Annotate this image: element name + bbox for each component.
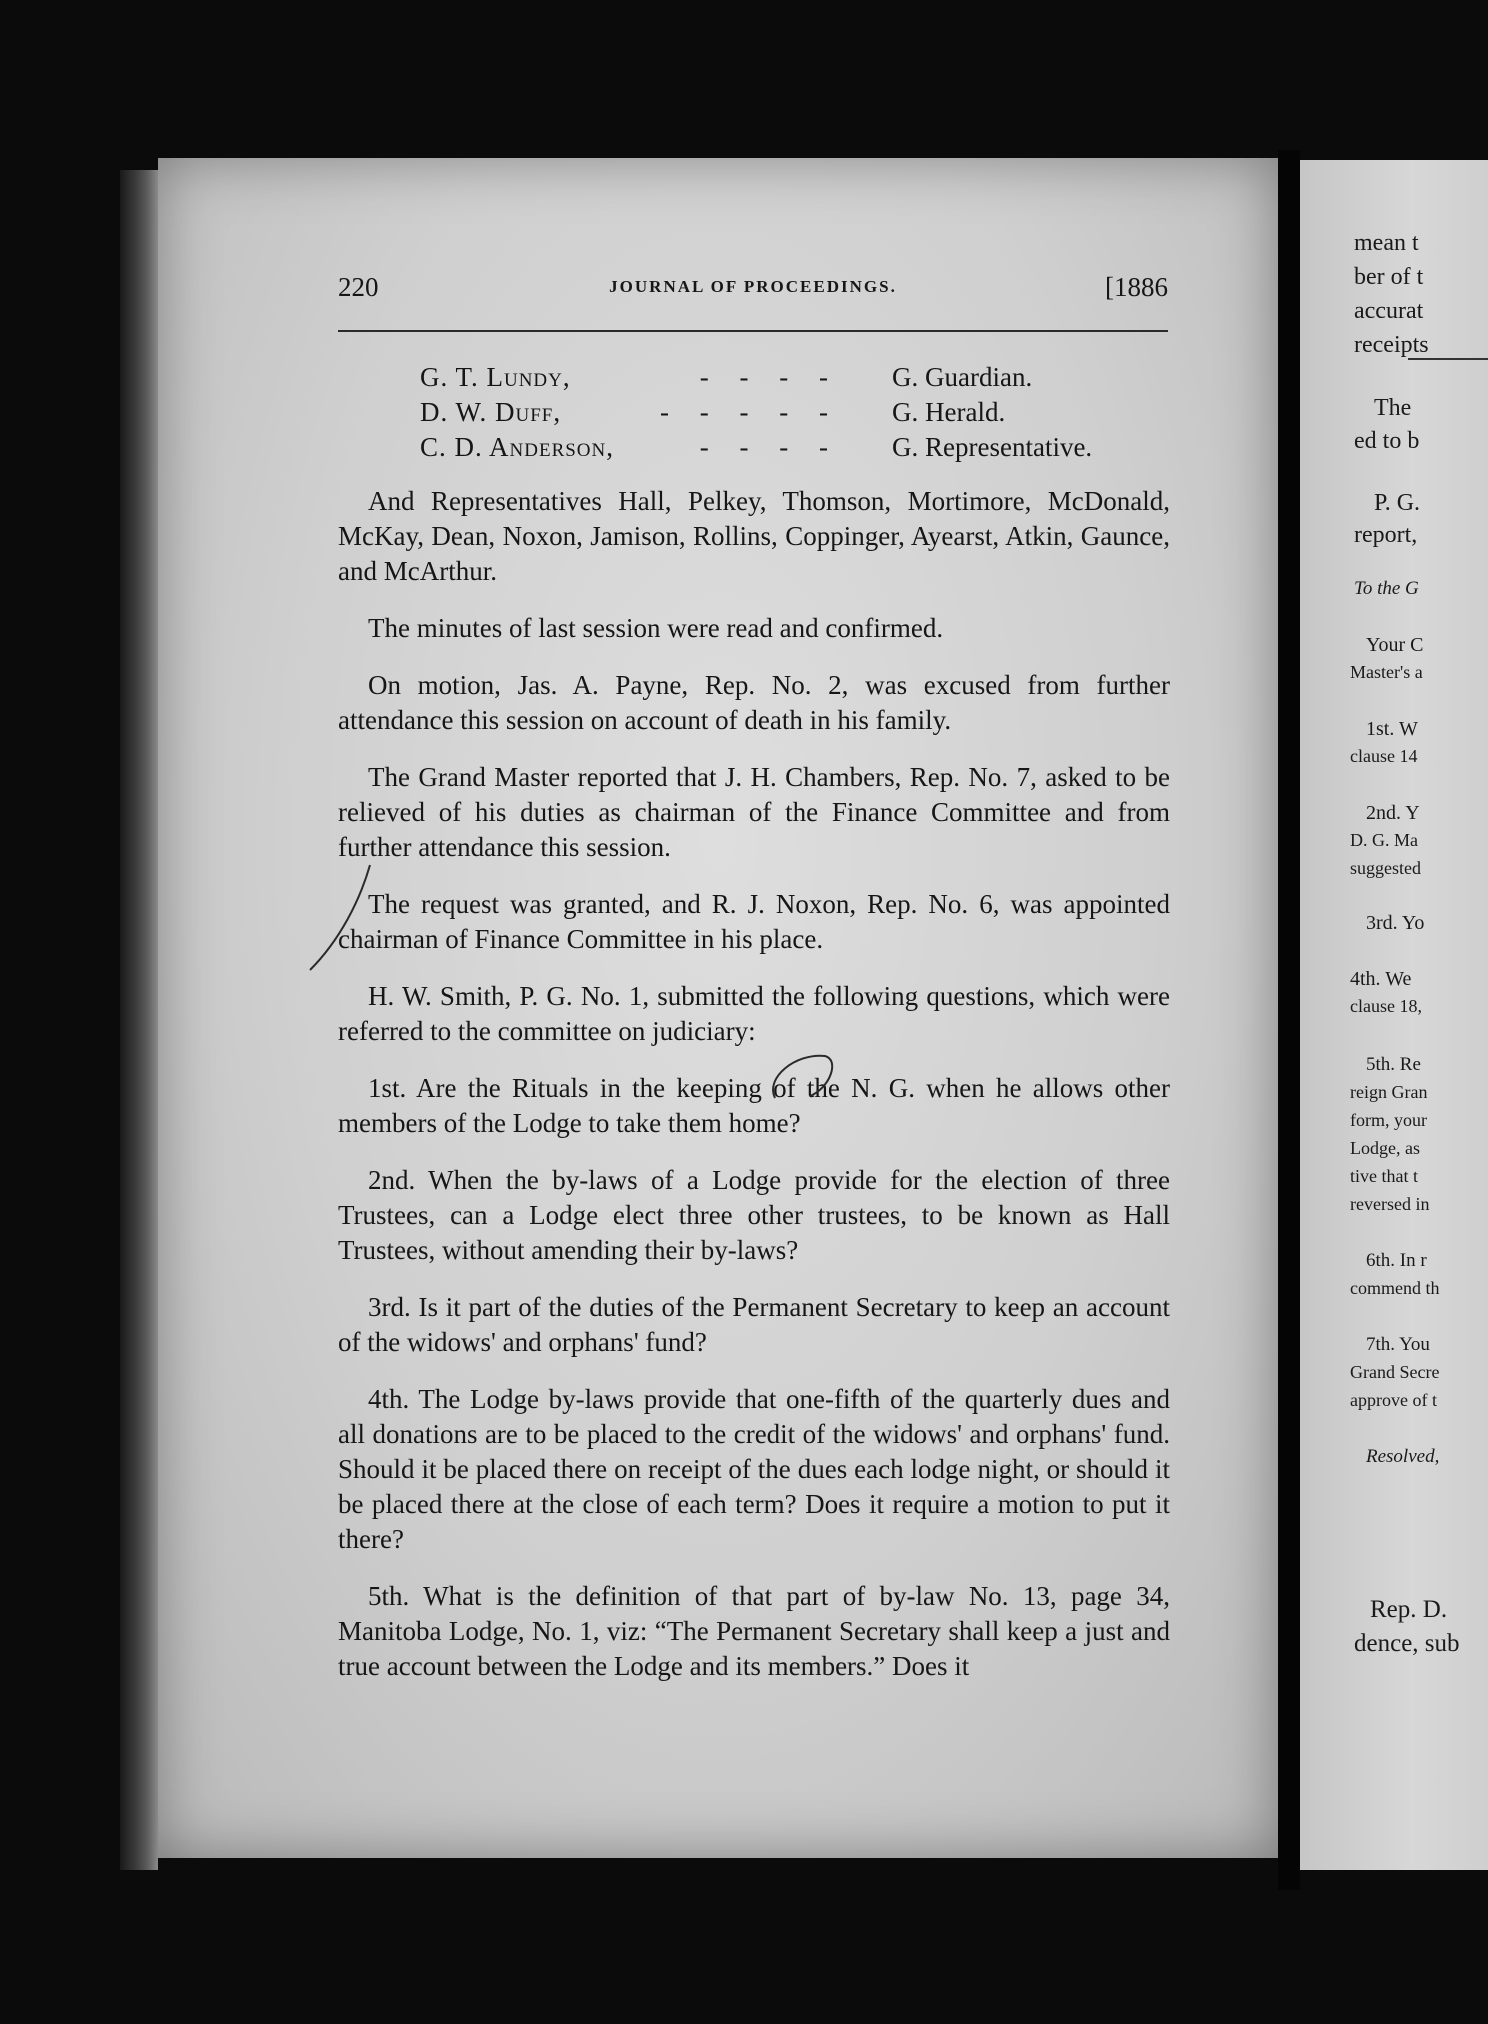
paragraph-smith-questions: H. W. Smith, P. G. No. 1, submitted the following questions, which were referred to the committee on judiciary: bbox=[338, 981, 1170, 1046]
adjacent-page-line: approve of t bbox=[1350, 1390, 1437, 1410]
adjacent-page-line: D. G. Ma bbox=[1350, 830, 1418, 850]
page-header bbox=[338, 272, 1168, 308]
adjacent-page-line: report, bbox=[1354, 522, 1418, 548]
adjacent-page-line: To the G bbox=[1354, 578, 1419, 599]
paragraph-minutes: The minutes of last session were read and confirmed. bbox=[368, 613, 944, 643]
officer-role: G. Herald. bbox=[892, 397, 1006, 427]
officer-row bbox=[420, 397, 1180, 432]
page-body bbox=[338, 484, 1170, 1706]
leader-dashes: - - - - bbox=[699, 362, 840, 392]
paragraph-representatives: And Representatives Hall, Pelkey, Thomson, Mortimore, McDonald, McKay, Dean, Noxon, Jamison, Rollins, Coppinger, Ayearst, Atkin, Gaunce, and McArthur. bbox=[338, 486, 1170, 586]
paragraph-noxon-appointed: The request was granted, and R. J. Noxon, Rep. No. 6, was appointed chairman of Finance Committee in his place. bbox=[338, 889, 1170, 954]
adjacent-page-line: 1st. W bbox=[1366, 718, 1418, 740]
adjacent-page-line: reign Gran bbox=[1350, 1082, 1428, 1102]
officer-list bbox=[420, 362, 1180, 467]
adjacent-page-line: 7th. You bbox=[1366, 1334, 1430, 1355]
officer-name: D. W. Duff, bbox=[420, 397, 562, 427]
adjacent-page-line: clause 18, bbox=[1350, 996, 1422, 1016]
adjacent-page-line: dence, sub bbox=[1354, 1630, 1460, 1657]
adjacent-page-line: The bbox=[1374, 395, 1412, 421]
adjacent-page bbox=[1300, 160, 1488, 1870]
adjacent-page-line: Master's a bbox=[1350, 662, 1423, 682]
leader-dashes: - - - - - bbox=[660, 397, 840, 427]
question-3: 3rd. Is it part of the duties of the Permanent Secretary to keep an account of the widows' and orphans' fund? bbox=[338, 1292, 1170, 1357]
officer-role: G. Guardian. bbox=[892, 362, 1033, 392]
adjacent-page-line: 5th. Re bbox=[1366, 1054, 1421, 1075]
adjacent-page-line: mean t bbox=[1354, 230, 1419, 256]
officer-name: C. D. Anderson, bbox=[420, 432, 614, 462]
officer-row bbox=[420, 432, 1180, 467]
adjacent-page-line: 3rd. Yo bbox=[1366, 912, 1425, 934]
paragraph-chambers-relieved: The Grand Master reported that J. H. Chambers, Rep. No. 7, asked to be relieved of his duties as chairman of the Finance Committee and from further attendance this session. bbox=[338, 762, 1170, 862]
adjacent-page-line: clause 14 bbox=[1350, 746, 1418, 766]
adjacent-page-line: Your C bbox=[1366, 634, 1424, 656]
adjacent-page-line: Rep. D. bbox=[1370, 1596, 1448, 1623]
question-1: 1st. Are the Rituals in the keeping of the N. G. when he allows other members of the Lodge to take them home? bbox=[338, 1073, 1170, 1138]
adjacent-page-line: 4th. We bbox=[1350, 968, 1412, 990]
adjacent-page-line: form, your bbox=[1350, 1110, 1427, 1130]
adjacent-page-line: reversed in bbox=[1350, 1194, 1430, 1214]
book-gutter bbox=[1278, 150, 1300, 1890]
adjacent-page-line: Resolved, bbox=[1366, 1446, 1440, 1467]
page-number: 220 bbox=[338, 272, 379, 302]
officer-row bbox=[420, 362, 1180, 397]
officer-name: G. T. Lundy, bbox=[420, 362, 571, 392]
adjacent-page-line: suggested bbox=[1350, 858, 1421, 878]
adjacent-page-line: ed to b bbox=[1354, 428, 1420, 454]
adjacent-page-line: P. G. bbox=[1374, 490, 1421, 516]
question-2: 2nd. When the by-laws of a Lodge provide for the election of three Trustees, can a Lodge elect three other trustees, to be known as Hall Trustees, without amending their by-laws? bbox=[338, 1165, 1170, 1265]
adjacent-page-line: tive that t bbox=[1350, 1166, 1418, 1186]
adjacent-page-line: Lodge, as bbox=[1350, 1138, 1420, 1158]
running-title: JOURNAL OF PROCEEDINGS. bbox=[609, 277, 897, 296]
adjacent-page-line: Grand Secre bbox=[1350, 1362, 1440, 1382]
adjacent-page-line: 6th. In r bbox=[1366, 1250, 1427, 1271]
question-5: 5th. What is the definition of that part of by-law No. 13, page 34, Manitoba Lodge, No. 1, viz: “The Permanent Secretary shall keep a just and true account between the Lodge and its members.” Does it bbox=[338, 1581, 1170, 1681]
adjacent-page-line: accurat bbox=[1354, 298, 1424, 324]
adjacent-page-line: ber of t bbox=[1354, 264, 1424, 290]
paragraph-payne-excused: On motion, Jas. A. Payne, Rep. No. 2, was excused from further attendance this session on account of death in his family. bbox=[338, 670, 1170, 735]
adjacent-page-line: receipts bbox=[1354, 332, 1429, 358]
header-year: [1886 bbox=[1105, 272, 1168, 302]
page-edge-shadow bbox=[120, 170, 158, 1870]
adjacent-page-line: 2nd. Y bbox=[1366, 802, 1420, 824]
question-4: 4th. The Lodge by-laws provide that one-fifth of the quarterly dues and all donations are to be placed to the credit of the widows' and orphans' fund. Should it be placed there on receipt of the dues each lodge night, or should it be placed there at the close of each term? Does it require a motion to put it there? bbox=[338, 1384, 1170, 1554]
header-rule bbox=[338, 330, 1168, 332]
leader-dashes: - - - - bbox=[699, 432, 840, 462]
adjacent-page-line: commend th bbox=[1350, 1278, 1440, 1298]
officer-role: G. Representative. bbox=[892, 432, 1093, 462]
